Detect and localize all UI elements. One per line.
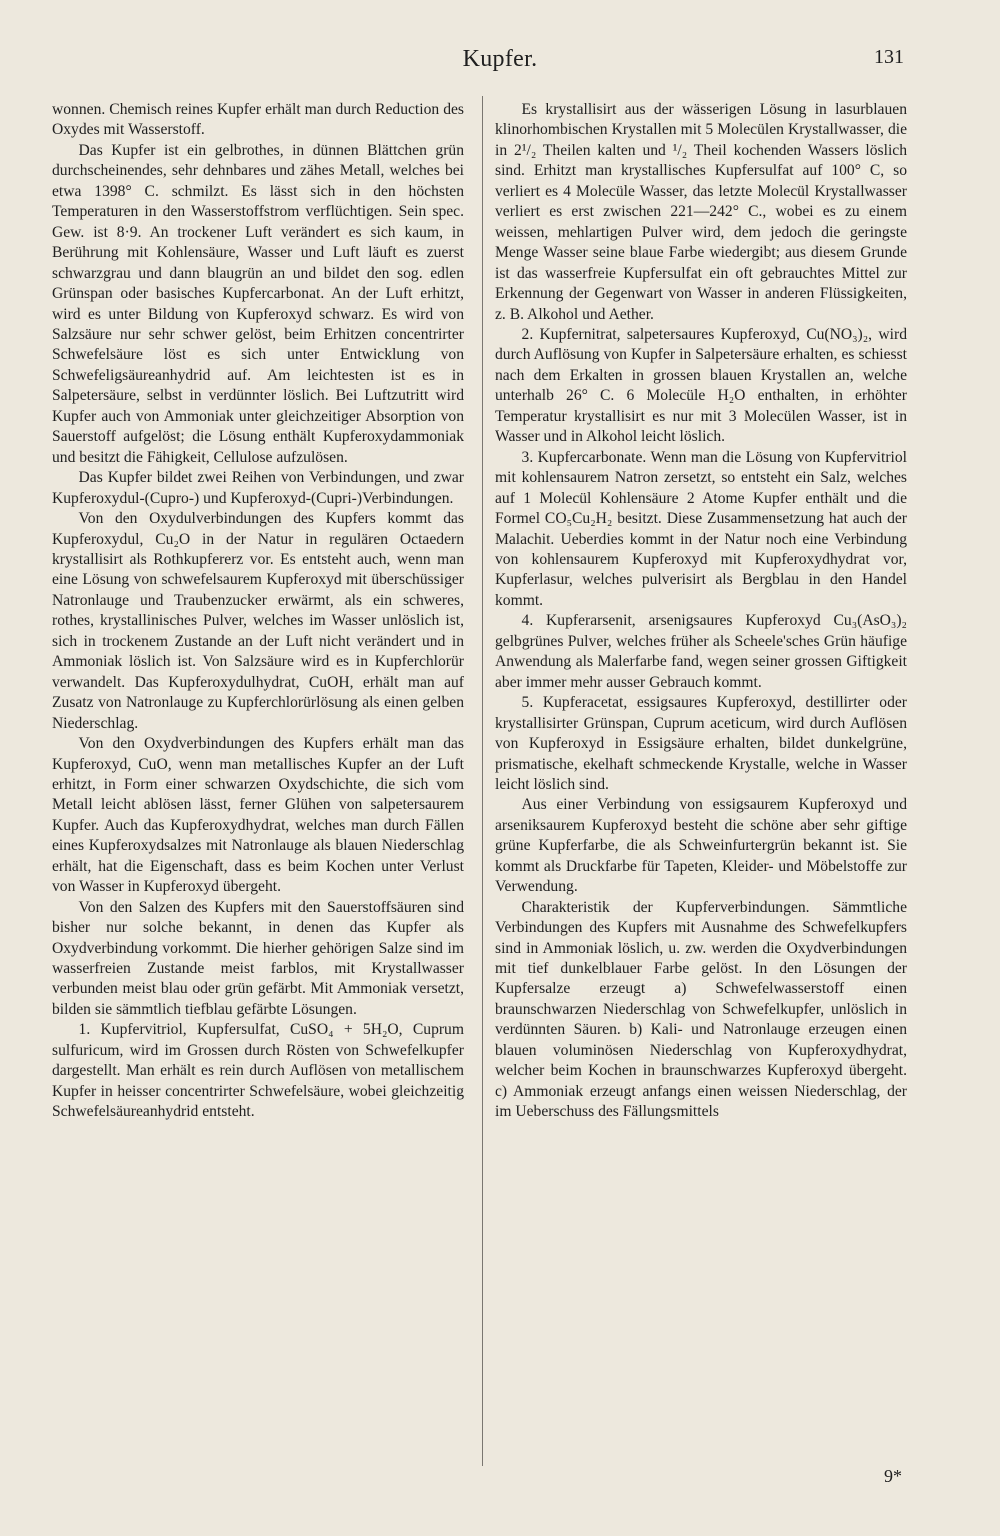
paragraph: Das Kupfer bildet zwei Reihen von Verbindungen, und zwar Kupferoxydul-(Cupro-) und Kupferoxyd-(Cupri-)Verbindungen. [52, 469, 464, 507]
paragraph: wonnen. Chemisch reines Kupfer erhält man durch Reduction des Oxydes mit Wasserstoff. [52, 101, 464, 139]
paragraph: Es krystallisirt aus der wässerigen Lösung in lasurblauen klinorhombischen Krystallen mit 5 Molecülen Krystallwasser, die in 2¹/₂ Theilen kalten und ¹/₂ Theil kochenden Wassers löslich sind. Erhitzt man krystallisches Kupfersulfat auf 100° C, so verliert es 4 Molecüle Wasser, das letzte Molecül Krystallwasser verliert es erst zwischen 221—242° C., wobei es zu einem weissen, mehlartigen Pulver wird, dem jedoch die geringste Menge Wasser seine blaue Farbe wiedergibt; aus diesem Grunde ist das wasserfreie Kupfersulfat ein oft gebrauchtes Mittel zur Erkennung der Gegenwart von Wasser in anderen Flüssigkeiten, z. B. Alkohol und Aether. [495, 101, 907, 323]
paragraph: Von den Oxydulverbindungen des Kupfers kommt das Kupferoxydul, Cu₂O in der Natur in regulären Octaedern krystallisirt als Rothkupfererz vor. Es entsteht auch, wenn man eine Lösung von schwefelsaurem Kupferoxyd mit überschüssiger Natronlauge und Traubenzucker erwärmt, als ein schweres, rothes, krystallinisches Pulver, welches im Wasser unlöslich ist, sich in trockenem Zustande an der Luft nicht verändert und in Ammoniak löslich ist. Von Salzsäure wird es in Kupferchlorür verwandelt. Das Kupferoxydulhydrat, CuOH, erhält man auf Zusatz von Natronlauge zu Kupferchlorürlösung als einen gelben Niederschlag. [52, 510, 464, 732]
column-divider [482, 96, 483, 1466]
paragraph: 4. Kupferarsenit, arsenigsaures Kupferoxyd Cu₃(AsO₃)₂ gelbgrünes Pulver, welches früher als Scheele'sches Grün häufige Anwendung als Malerfarbe fand, wegen seiner grossen Giftigkeit aber immer mehr ausser Gebrauch kommt. [495, 612, 907, 691]
paragraph: 2. Kupfernitrat, salpetersaures Kupferoxyd, Cu(NO₃)₂, wird durch Auflösung von Kupfer in Salpetersäure erhalten, es schiesst nach dem Erkalten in grossen blauen Krystallen an, welche unterhalb 26° C. 6 Molecüle H₂O enthalten, in erhöhter Temperatur krystallisirt es nur mit 3 Molecülen Wasser, ist in Wasser und in Alkohol leicht löslich. [495, 325, 907, 446]
left-column [52, 100, 464, 1123]
running-title: Kupfer. [462, 46, 538, 72]
paragraph: 5. Kupferacetat, essigsaures Kupferoxyd, destillirter oder krystallisirter Grünspan, Cuprum aceticum, wird durch Auflösen von Kupferoxyd in Essigsäure erhalten, bildet dunkelgrüne, prismatische, ekelhaft schmeckende Krystalle, welche in Wasser leicht löslich sind. [495, 694, 907, 793]
paragraph: Von den Salzen des Kupfers mit den Sauerstoffsäuren sind bisher nur solche bekannt, in denen das Kupfer als Oxydverbindung vorkommt. Die hierher gehörigen Salze sind im wasserfreien Zustande meist farblos, mit Krystallwasser verbunden meist blau oder grün gefärbt. Mit Ammoniak versetzt, bilden sie sämmtlich tiefblau gefärbte Lösungen. [52, 898, 464, 1018]
paragraph: Von den Oxydverbindungen des Kupfers erhält man das Kupferoxyd, CuO, wenn man metallisches Kupfer an der Luft erhitzt, in Form einer schwarzen Oxydschichte, die sich vom Metall leicht ablösen lässt, ferner Glühen von salpetersaurem Kupfer. Auch das Kupferoxydhydrat, welches man durch Fällen eines Kupferoxydsalzes mit Natronlauge als blauen Niederschlag erhält, hat die Eigenschaft, dass es beim Kochen unter Verlust von Wasser in Kupferoxyd übergeht. [52, 735, 464, 896]
paragraph: Das Kupfer ist ein gelbrothes, in dünnen Blättchen grün durchscheinendes, sehr dehnbares und zähes Metall, welches bei etwa 1398° C. schmilzt. Es lässt sich in den höchsten Temperaturen in den Wasserstoffstrom verflüchtigen. Sein spec. Gew. ist 8·9. An trockener Luft verändert es sich kaum, in Berührung mit Kohlensäure, Wasser und Luft läuft es zuerst schwarzgrau und dann blaugrün an und bildet den sog. edlen Grünspan oder basisches Kupfercarbonat. An der Luft erhitzt, wird es unter Bildung von Kupferoxyd schwarz. Es wird von Salzsäure nur sehr schwer gelöst, beim Erhitzen concentrirter Schwefelsäure löst es sich unter Entwicklung von Schwefeligsäureanhydrid auf. Am leichtesten ist es in Salpetersäure, selbst in verdünnter löslich. Bei Luftzutritt wird Kupfer auch von Ammoniak unter gleichzeitiger Absorption von Sauerstoff aufgelöst; die Lösung enthält Kupferoxydammoniak und besitzt die Fähigkeit, Cellulose aufzulösen. [52, 141, 464, 466]
page-number: 131 [874, 46, 904, 68]
right-column [495, 100, 907, 1123]
paragraph: Aus einer Verbindung von essigsaurem Kupferoxyd und arseniksaurem Kupferoxyd besteht die schöne aber sehr giftige grüne Kupferfarbe, die als Schweinfurtergrün bekannt ist. Sie kommt als Druckfarbe für Tapeten, Kleider- und Möbelstoffe zur Verwendung. [495, 796, 907, 896]
paragraph: 1. Kupfervitriol, Kupfersulfat, CuSO₄ + 5H₂O, Cuprum sulfuricum, wird im Grossen durch Rösten von Schwefelkupfer dargestellt. Man erhält es rein durch Auflösen von metallischem Kupfer in heisser concentrirter Schwefelsäure, wobei gleichzeitig Schwefelsäureanhydrid entsteht. [52, 1021, 464, 1121]
paragraph: 3. Kupfercarbonate. Wenn man die Lösung von Kupfervitriol mit kohlensaurem Natron zersetzt, so entsteht ein Salz, welches auf 1 Molecül Kohlensäure 2 Atome Kupfer enthält und die Formel CO₅Cu₂H₂ besitzt. Diese Zusammensetzung hat auch der Malachit. Ueberdies kommt in der Natur noch eine Verbindung von kohlensaurem Kupferoxyd mit Kupferoxydhydrat vor, Kupferlasur, welches pulverisirt als Bergblau in den Handel kommt. [495, 448, 907, 609]
printer-signature: 9* [884, 1466, 902, 1486]
paragraph: Charakteristik der Kupferverbindungen. Sämmtliche Verbindungen des Kupfers mit Ausnahme des Schwefelkupfers sind in Ammoniak löslich, u. zw. werden die Oxydverbindungen mit tief dunkelblauer Farbe gelöst. In den Lösungen der Kupfersalze erzeugt a) Schwefelwasserstoff einen braunschwarzen Niederschlag von Schwefelkupfer, unlöslich in verdünnten Säuren. b) Kali- und Natronlauge erzeugen einen blauen voluminösen Niederschlag von Kupferoxydhydrat, welcher beim Kochen in braunschwarzes Kupferoxyd übergeht. c) Ammoniak erzeugt anfangs einen weissen Niederschlag, der im Ueberschuss des Fällungsmittels [495, 898, 907, 1121]
